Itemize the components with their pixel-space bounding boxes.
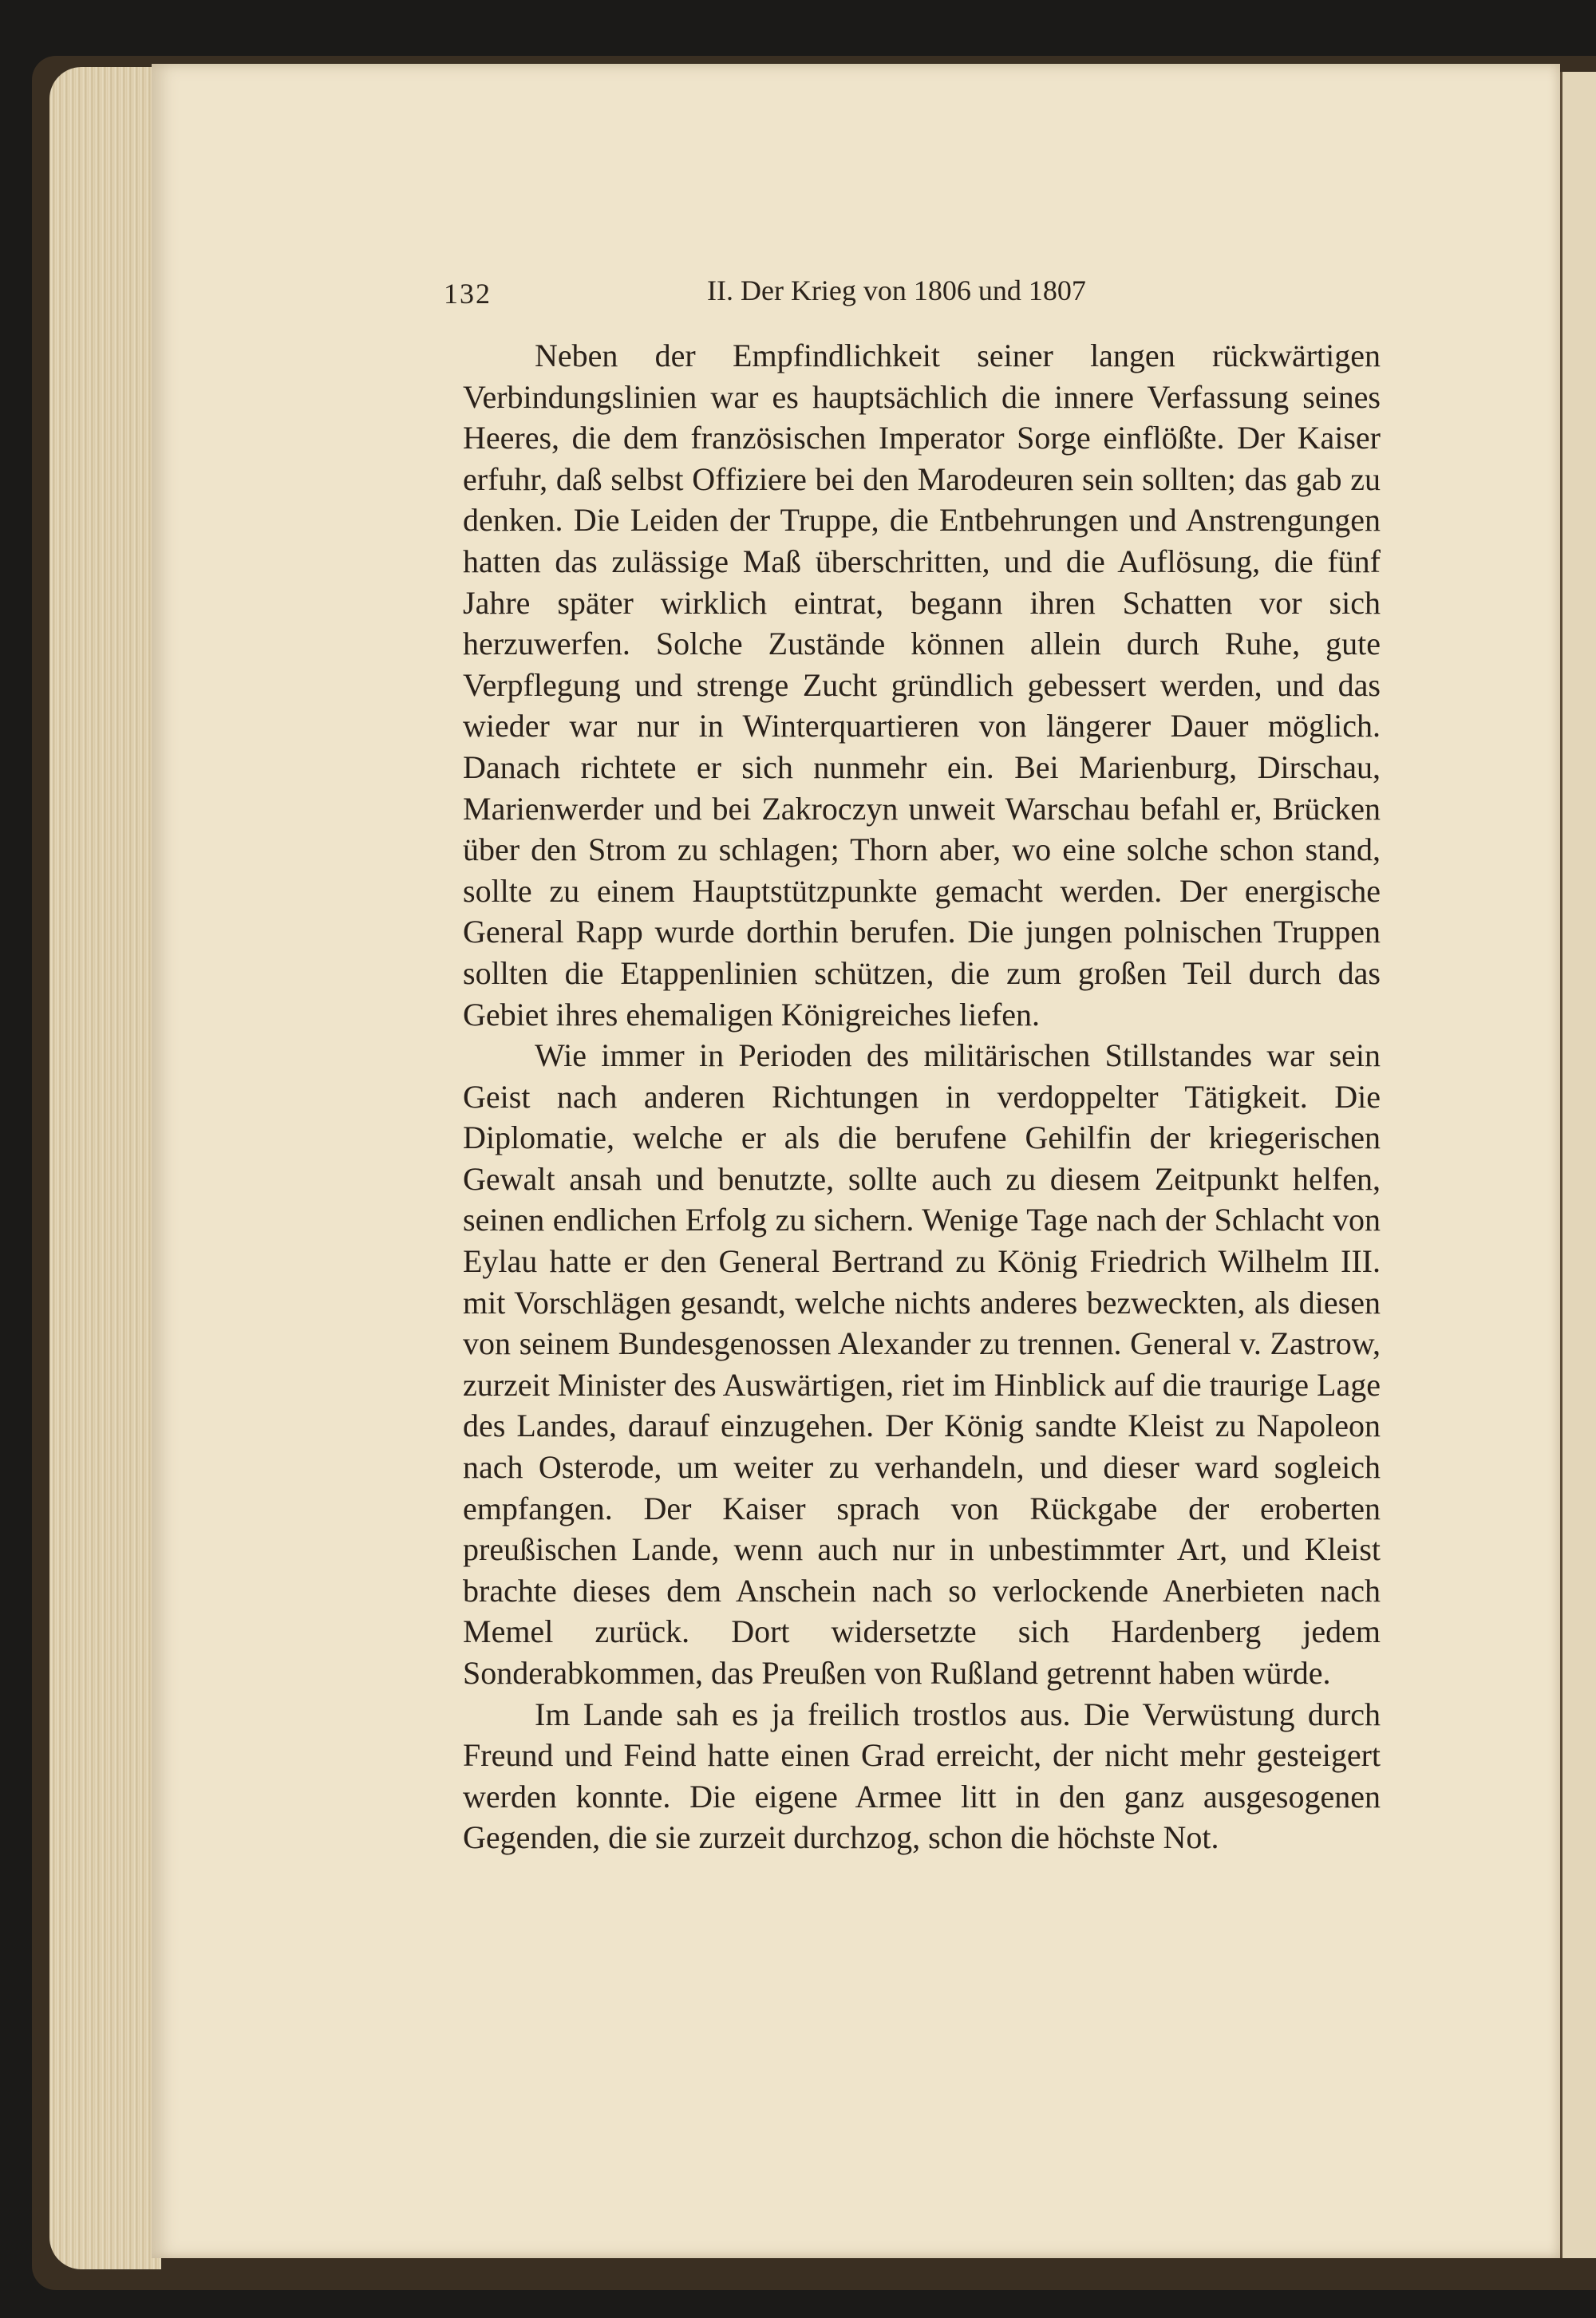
page-header [444, 274, 1393, 314]
body-text [463, 335, 1381, 1858]
paragraph-1: Neben der Empfindlichkeit seiner langen rückwärtigen Verbindungslinien war es hauptsächlich die innere Verfassung seines Heeres, die dem französischen Imperator Sorge einflößte. Der Kaiser erfuhr, daß selbst Offiziere bei den Marodeuren sein sollten; das gab zu denken. Die Leiden der Truppe, die Entbehrungen und Anstrengungen hatten das zulässige Maß überschritten, und die Auflösung, die fünf Jahre später wirklich eintrat, begann ihren Schatten vor sich herzuwerfen. Solche Zustände können allein durch Ruhe, gute Verpflegung und strenge Zucht gründlich gebessert werden, und das wieder war nur in Winterquartieren von längerer Dauer möglich. Danach richtete er sich nunmehr ein. Bei Marienburg, Dirschau, Marienwerder und bei Zakroczyn unweit Warschau befahl er, Brücken über den Strom zu schlagen; Thorn aber, wo eine solche schon stand, sollte zu einem Hauptstützpunkte gemacht werden. Der energische General Rapp wurde dorthin berufen. Die jungen polnischen Truppen sollten die Etappenlinien schützen, die zum großen Teil durch das Gebiet ihres ehemaligen Königreiches liefen. [463, 338, 1381, 1033]
facing-page-edge [1560, 72, 1596, 2258]
page-number: 132 [444, 278, 492, 310]
running-title: II. Der Krieg von 1806 und 1807 [707, 274, 1086, 306]
page-edges [49, 67, 161, 2269]
paragraph-3: Im Lande sah es ja freilich trostlos aus. Die Verwüstung durch Freund und Feind hatte einen Grad erreicht, der nicht mehr gesteigert werden konnte. Die eigene Armee litt in den ganz ausgesogenen Gegenden, die sie zurzeit durchzog, schon die höchste Not. [463, 1696, 1381, 1856]
paragraph-2: Wie immer in Perioden des militärischen Stillstandes war sein Geist nach anderen Richtungen in verdoppelter Tätigkeit. Die Diplomatie, welche er als die berufene Gehilfin der kriegerischen Gewalt ansah und benutzte, sollte auch zu diesem Zeitpunkt helfen, seinen endlichen Erfolg zu sichern. Wenige Tage nach der Schlacht von Eylau hatte er den General Bertrand zu König Friedrich Wilhelm III. mit Vorschlägen gesandt, welche nichts anderes bezweckten, als diesen von seinem Bundesgenossen Alexander zu trennen. General v. Zastrow, zurzeit Minister des Auswärtigen, riet im Hinblick auf die traurige Lage des Landes, darauf einzugehen. Der König sandte Kleist zu Napoleon nach Osterode, um weiter zu verhandeln, und dieser ward sogleich empfangen. Der Kaiser sprach von Rückgabe der eroberten preußischen Lande, wenn auch nur in unbestimmter Art, und Kleist brachte dieses dem Anschein nach so verlockende Anerbieten nach Memel zurück. Dort widersetzte sich Hardenberg jedem Sonderabkommen, das Preußen von Rußland getrennt haben würde. [463, 1037, 1381, 1691]
